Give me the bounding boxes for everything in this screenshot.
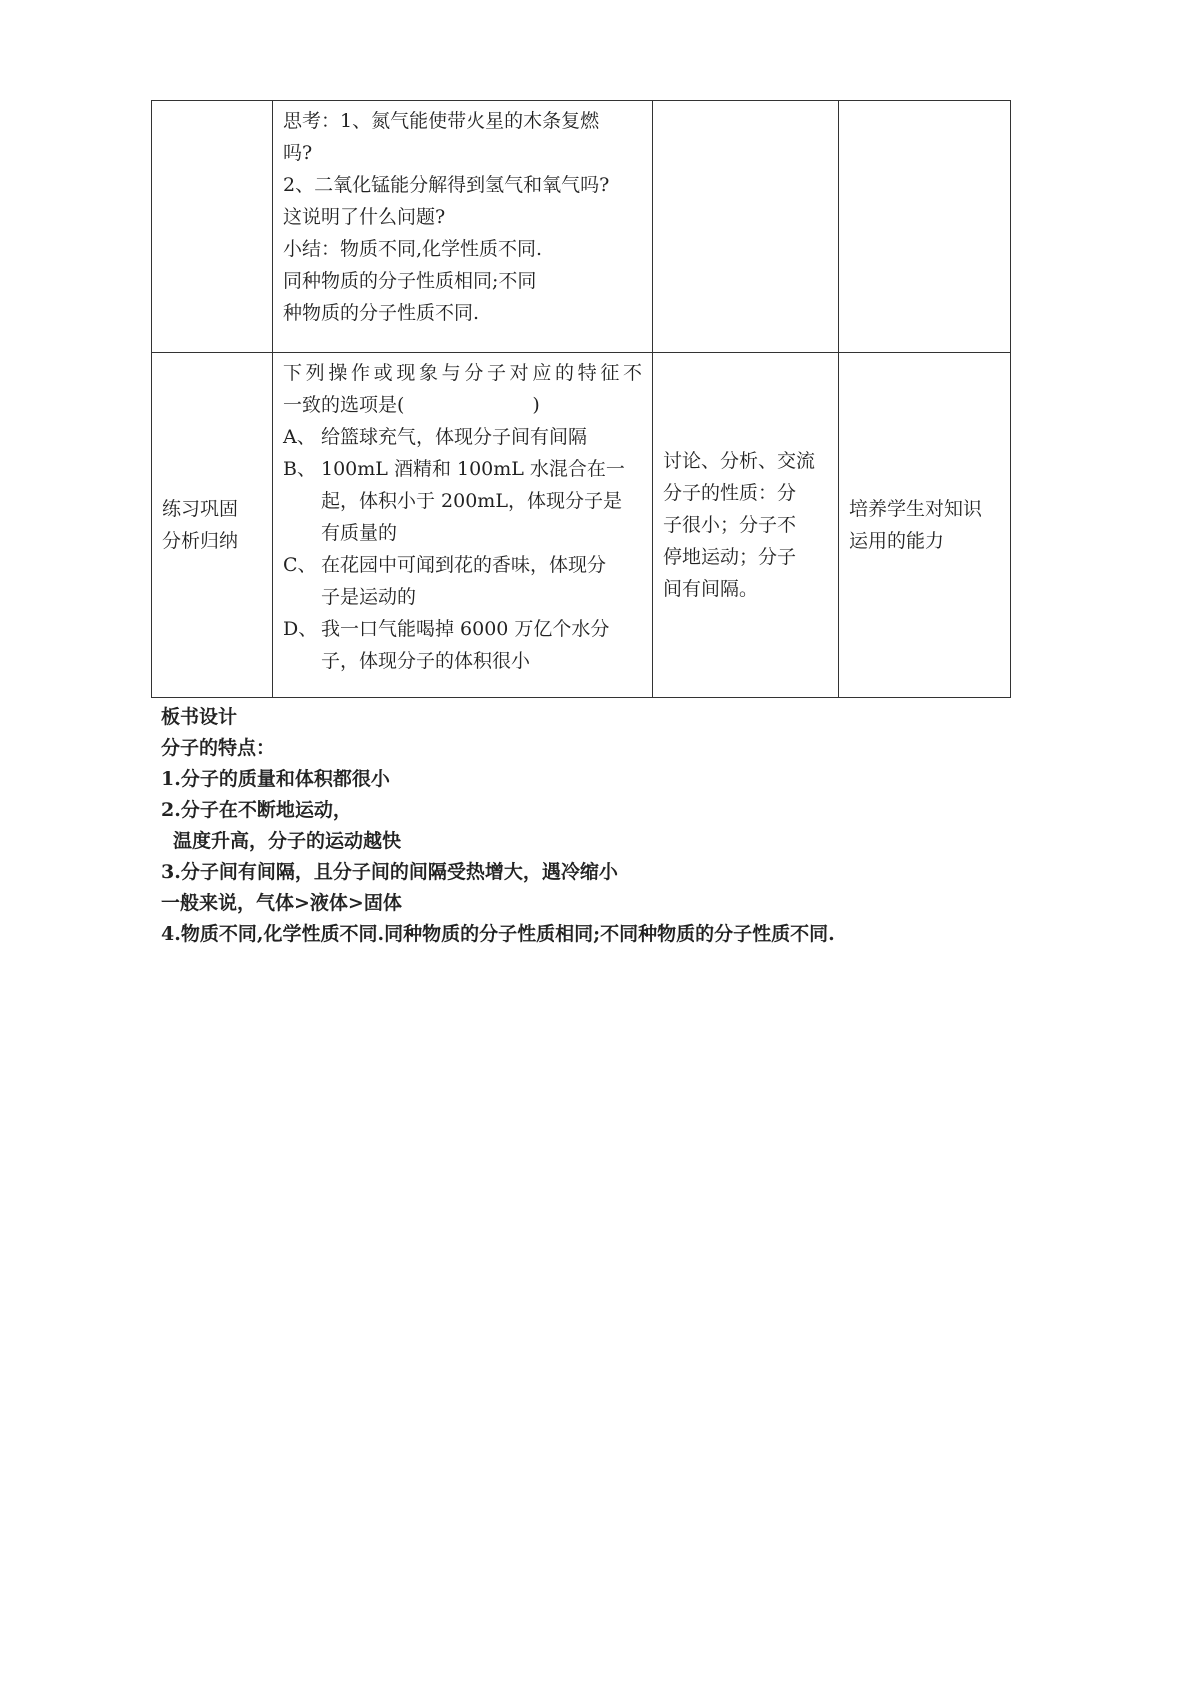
think-question-3: 这说明了什么问题? xyxy=(283,206,446,228)
option-b-cont xyxy=(283,517,642,549)
design-intent-cell xyxy=(839,101,1011,353)
option-marker: C、 xyxy=(283,554,317,576)
think-question-2: 2、二氧化锰能分解得到氢气和氧气吗? xyxy=(283,174,610,196)
option-b xyxy=(283,453,642,485)
student-activity-cell xyxy=(653,101,839,353)
stage-label-line-1: 练习巩固 xyxy=(162,498,239,520)
design-intent-cell xyxy=(839,353,1011,698)
board-line-2: 2.分子在不断地运动， xyxy=(161,799,352,821)
think-question-1-cont: 吗? xyxy=(283,142,313,164)
stage-cell xyxy=(152,353,273,698)
board-line-2-sub: 温度升高，分子的运动越快 xyxy=(173,830,402,852)
option-marker: A、 xyxy=(283,426,316,448)
board-design-section xyxy=(161,702,835,950)
board-line-4: 4.物质不同,化学性质不同.同种物质的分子性质相同;不同种物质的分子性质不同. xyxy=(161,923,835,945)
exercise-cell xyxy=(273,353,653,698)
option-d-line-1: 我一口气能喝掉 6000 万亿个水分 xyxy=(321,618,610,640)
option-d-line-2: 子，体现分子的体积很小 xyxy=(321,650,531,672)
board-line-3: 3.分子间有间隔，且分子间的间隔受热增大，遇冷缩小 xyxy=(161,861,618,883)
summary-line-2: 同种物质的分子性质相同;不同 xyxy=(283,270,537,292)
lesson-plan-table xyxy=(151,100,1011,698)
student-activity-line-4: 停地运动；分子 xyxy=(663,546,797,568)
student-activity-line-3: 子很小；分子不 xyxy=(663,514,797,536)
option-c-line-1: 在花园中可闻到花的香味，体现分 xyxy=(321,554,607,576)
stage-cell xyxy=(152,101,273,353)
board-line-1: 1.分子的质量和体积都很小 xyxy=(161,768,390,790)
option-c-cont xyxy=(283,581,642,613)
design-intent-line-2: 运用的能力 xyxy=(849,530,945,552)
option-c-line-2: 子是运动的 xyxy=(321,586,417,608)
option-b-line-2: 起，体积小于 200mL，体现分子是 xyxy=(321,490,622,512)
option-marker: B、 xyxy=(283,458,316,480)
student-activity-line-2: 分子的性质：分 xyxy=(663,482,797,504)
student-activity-cell xyxy=(653,353,839,698)
option-b-line-1: 100mL 酒精和 100mL 水混合在一 xyxy=(321,458,625,480)
think-question-1: 思考：1、氮气能使带火星的木条复燃 xyxy=(283,110,600,132)
summary-line-3: 种物质的分子性质不同. xyxy=(283,302,480,324)
option-d xyxy=(283,613,642,645)
table-row xyxy=(152,353,1011,698)
question-stem-line-1: 下列操作或现象与分子对应的特征不 xyxy=(283,362,642,384)
board-line-heading: 分子的特点： xyxy=(161,737,276,759)
board-line-3-sub: 一般来说，气体>液体>固体 xyxy=(161,892,402,914)
design-intent-line-1: 培养学生对知识 xyxy=(849,498,983,520)
question-paren-close: ) xyxy=(532,394,540,416)
teacher-activity-cell xyxy=(273,101,653,353)
summary-line-1: 小结：物质不同,化学性质不同. xyxy=(283,238,543,260)
option-a xyxy=(283,421,642,453)
question-stem-line-2 xyxy=(283,389,642,421)
option-c xyxy=(283,549,642,581)
student-activity-line-5: 间有间隔。 xyxy=(663,578,759,600)
student-activity-line-1: 讨论、分析、交流 xyxy=(663,450,816,472)
option-b-line-3: 有质量的 xyxy=(321,522,398,544)
option-d-cont xyxy=(283,645,642,677)
option-b-cont xyxy=(283,485,642,517)
table-row xyxy=(152,101,1011,353)
board-design-title: 板书设计 xyxy=(161,706,238,728)
question-stem-text: 一致的选项是( xyxy=(283,394,405,416)
option-marker: D、 xyxy=(283,618,318,640)
stage-label-line-2: 分析归纳 xyxy=(162,530,239,552)
option-a-text: 给篮球充气，体现分子间有间隔 xyxy=(321,426,588,448)
